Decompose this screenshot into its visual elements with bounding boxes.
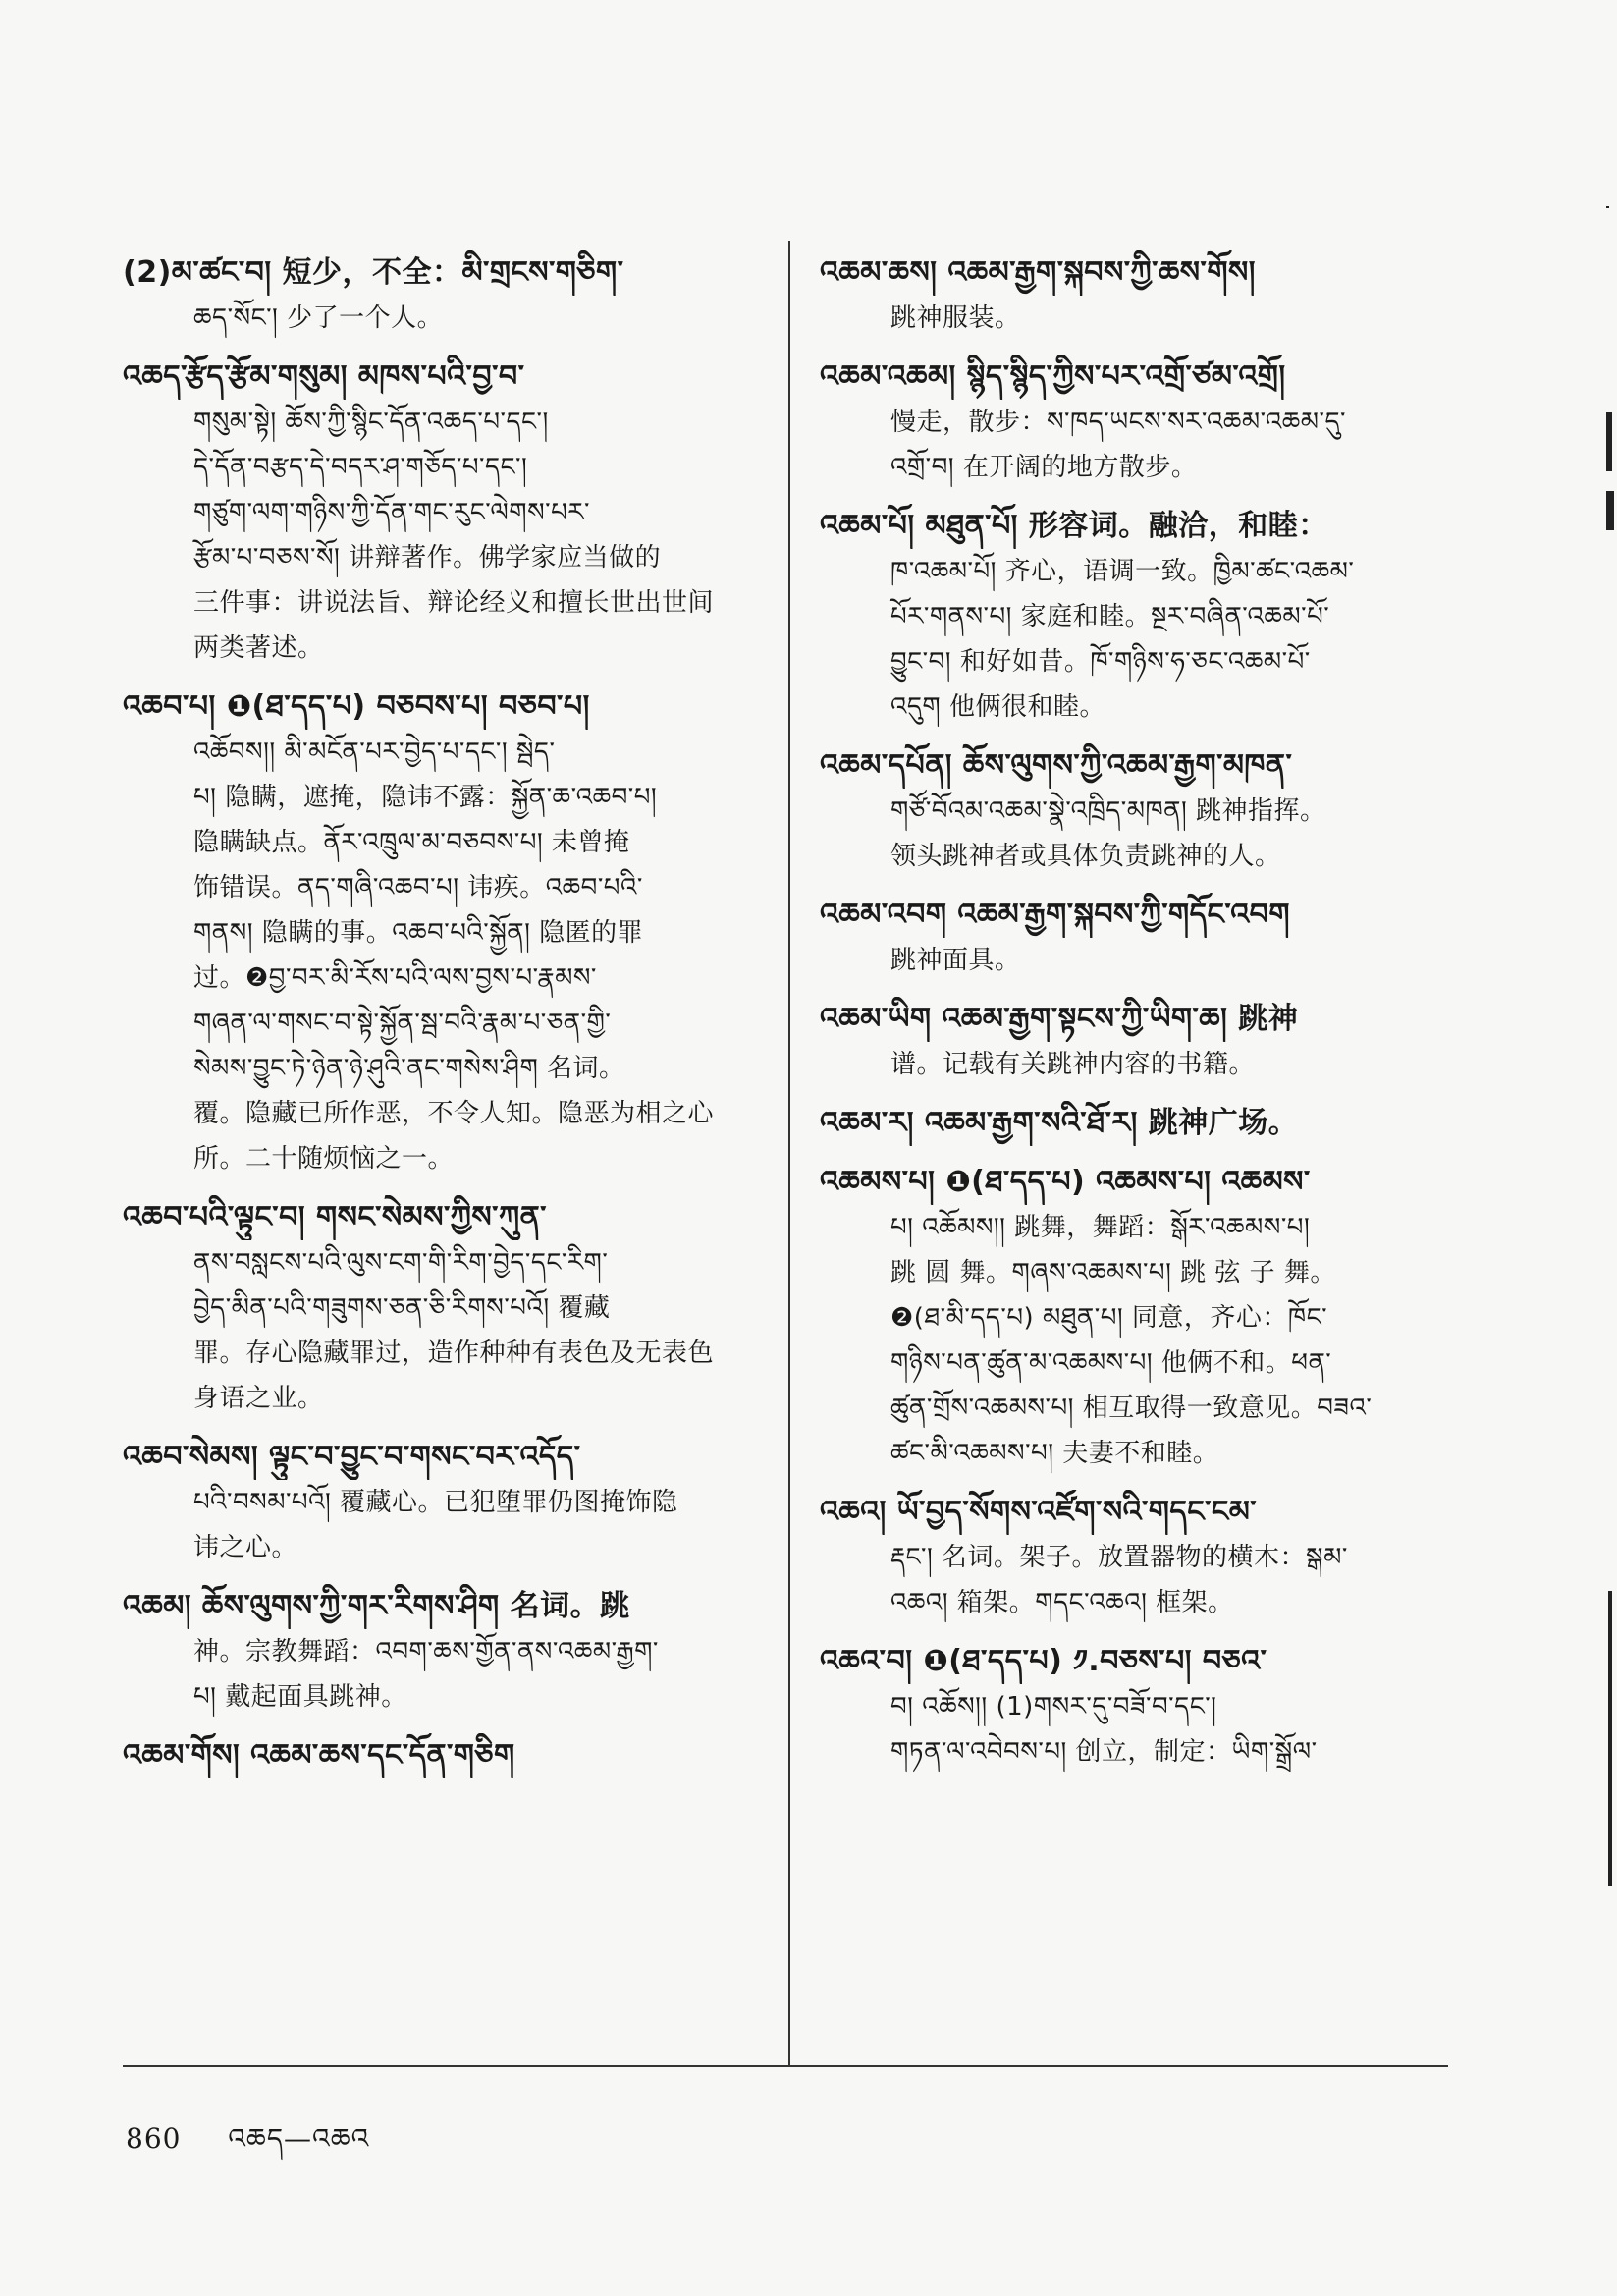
entry-line: 饰错误。ནད་གཞི་འཆབ་པ། 讳疾。འཆབ་པའི་ bbox=[193, 873, 643, 902]
entry-line: པ། 戴起面具跳神。 bbox=[193, 1682, 407, 1712]
left-entry bbox=[123, 684, 766, 1181]
entry-line: གཏན་ལ་འབེབས་པ། 创立，制定：ཡིག་སྒྲོལ་ bbox=[890, 1737, 1318, 1767]
entry-headline: འཆབ་སེམས། ལྟུང་བ་བྱུང་བ་གསང་བར་འདོད་ bbox=[123, 1440, 581, 1474]
entry-headline: འཆམ་ཆས། འཆམ་རྒྱག་སྐབས་ཀྱི་ཆས་གོས། bbox=[820, 255, 1256, 290]
page-range: འཆད—འཆའ bbox=[228, 2122, 370, 2155]
entry-line: པའི་བསམ་པའོ། 覆藏心。已犯堕罪仍图掩饰隐 bbox=[193, 1488, 678, 1517]
entry-line: 神。宗教舞蹈：འབག་ཆས་གྱོན་ནས་འཆམ་རྒྱག་ bbox=[193, 1637, 659, 1667]
entry-headline: འཆའ་བ། ❶(ཐ་དད་པ) ༡.བཅས་པ། བཅའ་ bbox=[820, 1644, 1267, 1678]
entry-headline: འཆའ། ཡོ་བྱད་སོགས་འཛོག་སའི་གདང་ངམ་ bbox=[820, 1495, 1258, 1529]
entry-line: ཚུན་གྲོས་འཆམས་པ། 相互取得一致意见。བཟའ་ bbox=[890, 1394, 1373, 1423]
entry-line: 谱。记载有关跳神内容的书籍。 bbox=[890, 1050, 1256, 1079]
entry-headline: འཆམ་པོ། མཐུན་པོ། 形容词。融洽，和睦： bbox=[820, 509, 1328, 543]
entry-headline: འཆམ་འབག འཆམ་རྒྱག་སྐབས་ཀྱི་གདོང་འབག bbox=[820, 898, 1290, 932]
entry-line: 隐瞒缺点。ནོར་འཁྲུལ་མ་བཅབས་པ། 未曾掩 bbox=[193, 828, 630, 857]
entry-line: 讳之心。 bbox=[193, 1533, 298, 1562]
left-entry bbox=[123, 1584, 766, 1720]
entry-headline: འཆམ་དཔོན། ཆོས་ལུགས་ཀྱི་འཆམ་རྒྱག་མཁན་ bbox=[820, 748, 1293, 783]
entry-headline: འཆམ་ཡིག འཆམ་རྒྱག་སྟངས་ཀྱི་ཡིག་ཆ། 跳神 bbox=[820, 1002, 1299, 1036]
entry-line: འཆའ། 箱架。གདང་འཆའ། 框架。 bbox=[890, 1588, 1234, 1617]
entry-line: 领头跳神者或具体负责跳神的人。 bbox=[890, 842, 1281, 871]
left-column bbox=[123, 250, 766, 1792]
entry-line: ཁ་འཆམ་པོ། 齐心，语调一致。ཁྱིམ་ཚང་འཆམ་ bbox=[890, 557, 1355, 586]
entry-line: ❷(ཐ་མི་དད་པ) མཐུན་པ། 同意，齐心：ཁོང་ bbox=[890, 1303, 1328, 1333]
entry-line: བྱུང་བ། 和好如昔。ཁོ་གཉིས་ཧ་ཅང་འཆམ་པོ་ bbox=[890, 647, 1311, 677]
entry-line: 过。❷བྱ་བར་མི་རོས་པའི་ལས་བྱས་པ་རྣམས་ bbox=[193, 963, 597, 993]
entry-line: པ། འཆོམས།། 跳舞，舞蹈：སྒོར་འཆམས་པ། bbox=[890, 1213, 1311, 1242]
entry-line: གཙུག་ལག་གཉིས་ཀྱི་དོན་གང་རུང་ལེགས་པར་ bbox=[193, 498, 590, 527]
entry-line: 三件事：讲说法旨、辩论经义和擅长世出世间 bbox=[193, 588, 715, 618]
entry-line: 身语之业。 bbox=[193, 1384, 324, 1413]
entry-headline: འཆམ་ར། འཆམ་རྒྱག་སའི་ཐོ་ར། 跳神广场。 bbox=[820, 1106, 1299, 1140]
entry-line: གཉིས་པན་ཚུན་མ་འཆམས་པ། 他俩不和。ཕན་ bbox=[890, 1348, 1332, 1378]
left-entry bbox=[123, 250, 766, 341]
right-entry bbox=[820, 1101, 1468, 1146]
right-entry bbox=[820, 504, 1468, 730]
entry-line: ཆད་སོང་། 少了一个人。 bbox=[193, 303, 444, 333]
entry-headline: འཆམ་འཆམ། སྙིད་སྙིད་ཀྱིས་པར་འགྲོ་ཙམ་འགྲོ། bbox=[820, 359, 1286, 394]
entry-headline: (2)མ་ཚང་བ། 短少，不全：མི་གྲངས་གཅིག་ bbox=[123, 255, 624, 290]
entry-line: 跳神面具。 bbox=[890, 946, 1021, 975]
right-entry bbox=[820, 355, 1468, 490]
entry-line: གཞན་ལ་གསང་བ་སྟེ་སྐྱོན་སྦ་བའི་རྣམ་པ་ཅན་གྱི་ bbox=[193, 1009, 612, 1038]
entry-line: གསུམ་སྟེ། ཆོས་ཀྱི་སྙིང་དོན་འཆད་པ་དང་། bbox=[193, 408, 549, 437]
entry-line: 所。二十随烦恼之一。 bbox=[193, 1144, 455, 1174]
left-entry bbox=[123, 355, 766, 671]
right-column bbox=[820, 250, 1468, 1788]
entry-line: 慢走，散步：ས་ཁད་ཡངས་སར་འཆམ་འཆམ་དུ་ bbox=[890, 408, 1346, 437]
right-entry bbox=[820, 1639, 1468, 1775]
entry-headline: འཆམས་པ། ❶(ཐ་དད་པ) འཆམས་པ། འཆམས་ bbox=[820, 1165, 1311, 1199]
entry-headline: འཆམ་གོས། འཆམ་ཆས་དང་དོན་གཅིག bbox=[123, 1738, 515, 1773]
left-entry bbox=[123, 1435, 766, 1570]
footer-rule bbox=[123, 2065, 1448, 2067]
entry-line: རྩོམ་པ་བཅས་སོ། 讲辩著作。佛学家应当做的 bbox=[193, 543, 662, 573]
right-entry bbox=[820, 1160, 1468, 1476]
entry-headline: འཆད་རྩོད་རྩོམ་གསུམ། མཁས་པའི་བྱ་བ་ bbox=[123, 359, 525, 394]
entry-headline: འཆབ་པའི་ལྟུང་བ། གསང་སེམས་ཀྱིས་ཀུན་ bbox=[123, 1200, 547, 1234]
entry-line: 罪。存心隐藏罪过，造作种种有表色及无表色 bbox=[193, 1339, 715, 1368]
entry-line: རྡང་། 名词。架子。放置器物的横木：སྒམ་ bbox=[890, 1543, 1348, 1572]
right-entry bbox=[820, 997, 1468, 1087]
entry-line: 跳 圆 舞。གཞས་འཆམས་པ། 跳 弦 子 舞。 bbox=[890, 1258, 1336, 1287]
right-entry bbox=[820, 893, 1468, 983]
entry-line: འཆོབས།། མི་མངོན་པར་བྱེད་པ་དང་། སྦེད་ bbox=[193, 738, 556, 767]
entry-line: བ། འཆོས།། (1)གསར་དུ་བཟོ་བ་དང་། bbox=[890, 1692, 1217, 1722]
entry-line: ནས་བསླངས་པའི་ལུས་ངག་གི་རིག་བྱེད་དང་རིག་ bbox=[193, 1248, 609, 1278]
entry-line: འདུག 他俩很和睦。 bbox=[890, 692, 1106, 722]
entry-line: 覆。隐藏已所作恶，不令人知。隐恶为相之心 bbox=[193, 1099, 715, 1128]
entry-line: སེམས་བྱུང་ཏེ་ཉེན་ཉེ་ཤུའི་ནང་གསེས་ཤིག 名词。 bbox=[193, 1054, 625, 1083]
entry-line: འགྲོ་བ། 在开阔的地方散步。 bbox=[890, 453, 1198, 482]
entry-line: 两类著述。 bbox=[193, 633, 324, 663]
entry-headline: འཆམ། ཆོས་ལུགས་ཀྱི་གར་རིགས་ཤིག 名词。跳 bbox=[123, 1589, 630, 1623]
page-footer bbox=[126, 2107, 369, 2185]
column-divider bbox=[788, 241, 790, 2067]
entry-line: བྱེད་མིན་པའི་གཟུགས་ཅན་ཅི་རིགས་པའོ། 覆藏 bbox=[193, 1293, 611, 1323]
entry-line: 跳神服装。 bbox=[890, 303, 1021, 333]
entry-line: གཙོ་བོའམ་འཆམ་སྣེ་འཁྲིད་མཁན། 跳神指挥。 bbox=[890, 796, 1326, 826]
entry-line: དེ་དོན་བརྩད་དེ་བདར་ཤ་གཅོད་པ་དང་། bbox=[193, 453, 528, 482]
right-entry bbox=[820, 1490, 1468, 1625]
entry-line: པོར་གནས་པ། 家庭和睦。སྔར་བཞིན་འཆམ་པོ་ bbox=[890, 602, 1330, 631]
entry-line: པ། 隐瞒，遮掩，隐讳不露：སྐྱོན་ཆ་འཆབ་པ། bbox=[193, 783, 658, 812]
left-entry bbox=[123, 1195, 766, 1421]
page-number: 860 bbox=[126, 2122, 182, 2155]
right-entry bbox=[820, 743, 1468, 879]
entry-headline: འཆབ་པ། ❶(ཐ་དད་པ) བཅབས་པ། བཅབ་པ། bbox=[123, 689, 590, 724]
right-entry bbox=[820, 250, 1468, 341]
entry-line: ཚང་མི་འཆམས་པ། 夫妻不和睦。 bbox=[890, 1439, 1219, 1468]
entry-line: གནས། 隐瞒的事。འཆབ་པའི་སྐྱོན། 隐匿的罪 bbox=[193, 918, 644, 948]
left-entry bbox=[123, 1733, 766, 1778]
